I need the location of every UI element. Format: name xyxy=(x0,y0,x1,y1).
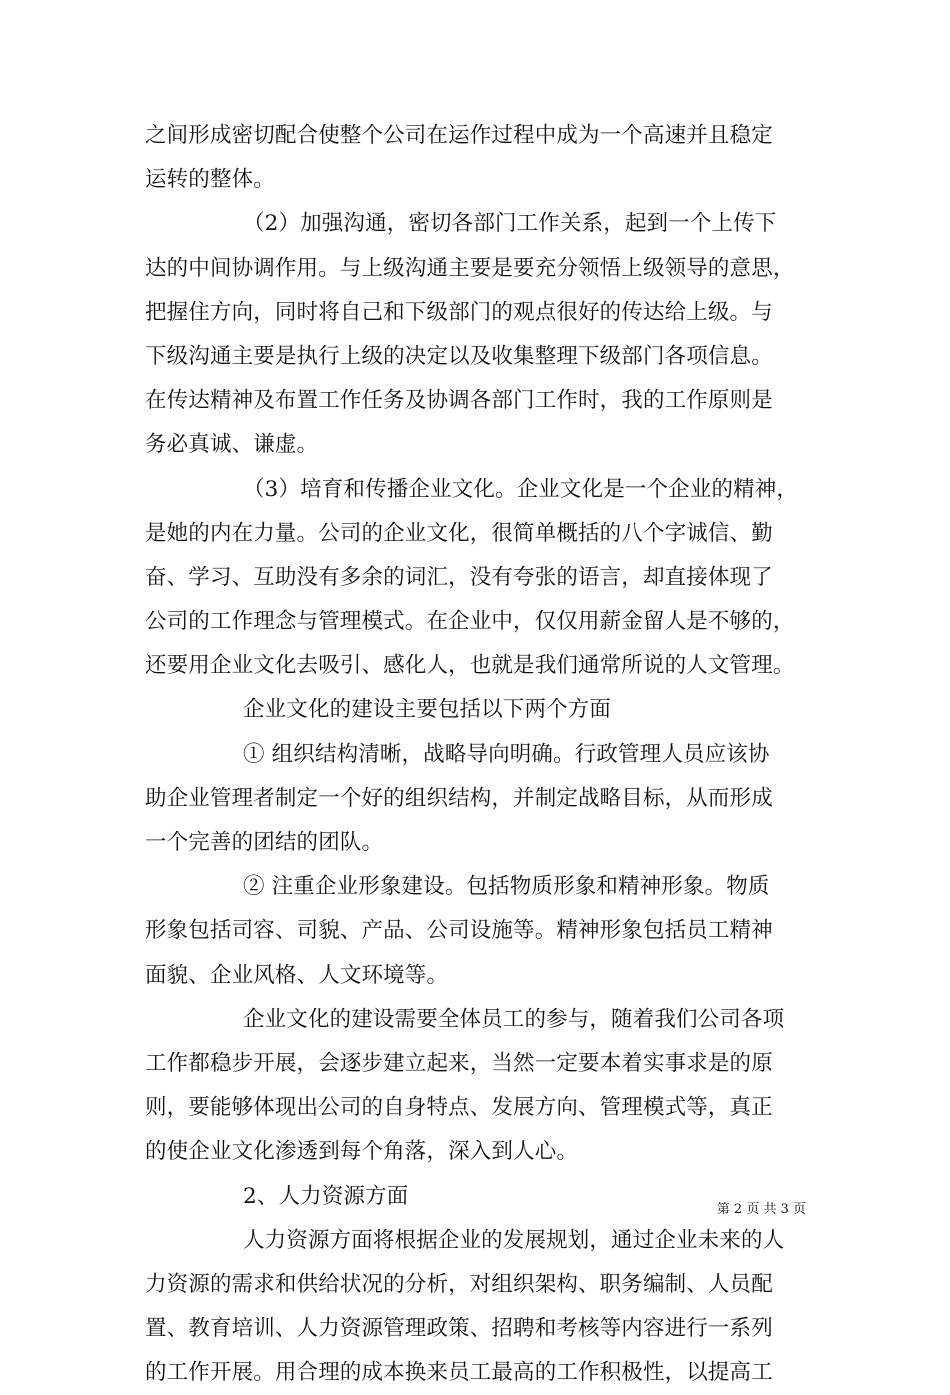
body-line: 力资源的需求和供给状况的分析，对组织架构、职务编制、人员配 xyxy=(145,1271,773,1297)
body-line: （3）培育和传播企业文化。企业文化是一个企业的精神， xyxy=(243,476,799,502)
body-line: 之间形成密切配合使整个公司在运作过程中成为一个高速并且稳定 xyxy=(145,123,773,148)
body-line: 的工作开展。用合理的成本换来员工最高的工作积极性，以提高工 xyxy=(145,1360,773,1386)
body-line: ① 组织结构清晰，战略导向明确。行政管理人员应该协 xyxy=(243,741,770,767)
body-line: 还要用企业文化去吸引、感化人，也就是我们通常所说的人文管理。 xyxy=(145,653,795,679)
body-line: 下级沟通主要是执行上级的决定以及收集整理下级部门各项信息。 xyxy=(145,343,773,369)
page-number-footer: 第 2 页 共 3 页 xyxy=(716,1202,806,1217)
body-line: 面貌、企业风格、人文环境等。 xyxy=(145,962,449,988)
body-line: 形象包括司容、司貌、产品、公司设施等。精神形象包括员工精神 xyxy=(145,918,773,944)
body-line: 则，要能够体现出公司的自身特点、发展方向、管理模式等，真正 xyxy=(145,1095,773,1121)
body-line: 是她的内在力量。公司的企业文化，很简单概括的八个字诚信、勤 xyxy=(145,520,773,546)
body-line: 的使企业文化渗透到每个角落，深入到人心。 xyxy=(145,1139,579,1165)
body-line: 在传达精神及布置工作任务及协调各部门工作时，我的工作原则是 xyxy=(145,388,773,414)
body-line: （2）加强沟通，密切各部门工作关系，起到一个上传下 xyxy=(243,211,777,237)
body-line: 企业文化的建设需要全体员工的参与，随着我们公司各项 xyxy=(243,1006,785,1032)
body-line: 工作都稳步开展，会逐步建立起来，当然一定要本着实事求是的原 xyxy=(145,1050,773,1076)
body-line: 务必真诚、谦虚。 xyxy=(145,432,319,458)
body-line: ② 注重企业形象建设。包括物质形象和精神形象。物质 xyxy=(243,874,770,900)
body-line: 公司的工作理念与管理模式。在企业中，仅仅用薪金留人是不够的， xyxy=(145,609,795,635)
section-heading: 2、人力资源方面 xyxy=(243,1183,409,1209)
body-line: 一个完善的团结的团队。 xyxy=(145,830,384,855)
body-line: 把握住方向，同时将自己和下级部门的观点很好的传达给上级。与 xyxy=(145,299,773,325)
body-line: 助企业管理者制定一个好的组织结构，并制定战略目标，从而形成 xyxy=(145,785,773,811)
body-line: 置、教育培训、人力资源管理政策、招聘和考核等内容进行一系列 xyxy=(145,1316,773,1342)
body-line: 达的中间协调作用。与上级沟通主要是要充分领悟上级领导的意思， xyxy=(145,255,795,281)
body-line: 人力资源方面将根据企业的发展规划，通过企业未来的人 xyxy=(243,1227,785,1253)
body-line: 运转的整体。 xyxy=(145,167,275,193)
section-heading: 企业文化的建设主要包括以下两个方面 xyxy=(243,697,612,723)
body-line: 奋、学习、互助没有多余的词汇，没有夸张的语言，却直接体现了 xyxy=(145,564,773,590)
document-body xyxy=(145,114,807,1395)
